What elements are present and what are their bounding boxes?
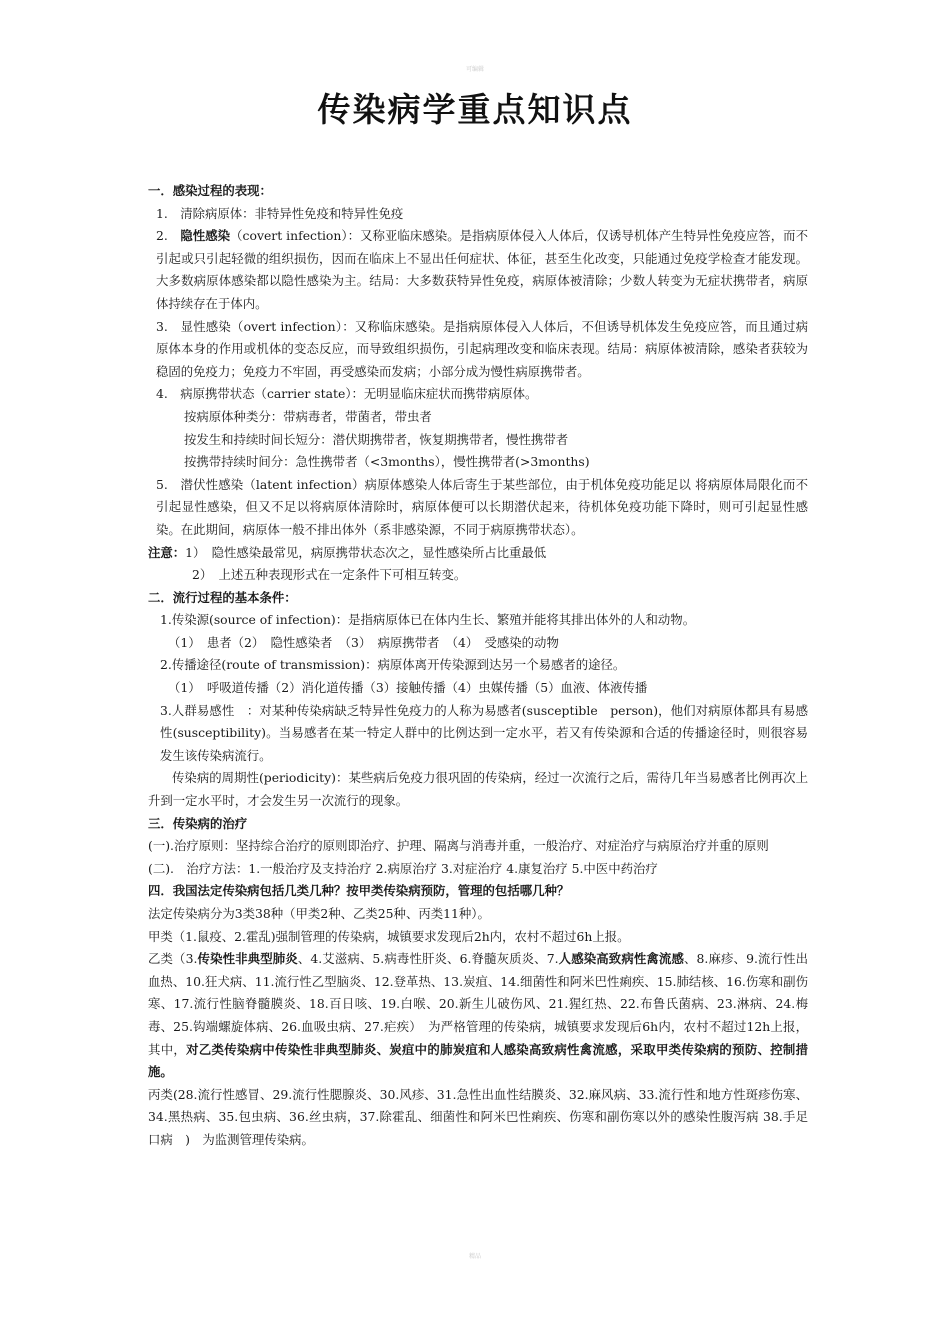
page-title: 传染病学重点知识点 (317, 90, 633, 129)
s1-item-4: 4. 病原携带状态（carrier state）：无明显临床症状而携带病原体。 (156, 386, 538, 402)
s1-item-2-term: 隐性感染 (180, 228, 231, 244)
footer-watermark: 精品 (468, 1253, 481, 1260)
s2-para-3: 3.人群易感性 ：对某种传染病缺乏特异性免疫力的人称为易感者(susceptible person)，他们对病原体都具有易感性(susceptibility)。当易感者在某一特定人群中的比例达到一定水平，若又有传染源和合适的传播途径时，则很容易发生该传染病流行。 (160, 702, 808, 763)
s2-para-2: 2.传播途径(route of transmission)：病原体离开传染源到达另一个易感者的途径。 (160, 657, 626, 673)
section-3-heading: 三．传染病的治疗 (148, 815, 248, 831)
s4-para-2: 甲类（1.鼠疫、2.霍乱)强制管理的传染病，城镇要求发现后2h内，农村不超过6h上报。 (148, 928, 630, 944)
s4-p3-b: 传染性非典型肺炎 (197, 951, 298, 967)
s4-para-4: 丙类(28.流行性感冒、29.流行性腮腺炎、30.风疹、31.急性出血性结膜炎、32.麻风病、33.流行性和地方性斑疹伤寒、34.黑热病、35.包虫病、36.丝虫病，37.除霍乱、细菌性和阿米巴性痢疾、伤寒和副伤寒以外的感染性腹泻病 38.手足口病 ) 为监测管理传染病。 (148, 1086, 808, 1147)
s4-p3-a: 乙类（3. (148, 951, 198, 967)
s2-para-4: 传染病的周期性(periodicity)：某些病后免疫力很巩固的传染病，经过一次流行之后，需待几年当易感者比例再次上升到一定水平时，才会发生另一次流行的现象。 (148, 770, 808, 809)
s4-p3-f: 对乙类传染病中传染性非典型肺炎、炭疽中的肺炭疽和人感染高致病性禽流感，采取甲类传染病的预防、控制措施。 (148, 1041, 809, 1080)
s1-item-4-a: 按病原体种类分：带病毒者，带菌者，带虫者 (184, 408, 432, 424)
s1-item-2-num: 2. (156, 228, 181, 244)
s4-p3-e: 、8.麻疹、9.流行性出血热、10.狂犬病、11.流行性乙型脑炎、12.登革热、13.炭疽、14.细菌性和阿米巴性痢疾、15.肺结核、16.伤寒和副伤寒、17.流行性脑脊髓膜炎、18.百日咳、19.白喉、20.新生儿破伤风、21.猩红热、22.布鲁氏菌病、23.淋病、24.梅毒、25.钩端螺旋体病、26.血吸虫病、27.疟疾） 为严格管理的传染病，城镇要求发现后6h内，农村不超过12h上报，其中， (148, 951, 809, 1057)
s1-note-1 (148, 542, 808, 565)
document-body (148, 180, 808, 1152)
s1-item-3: 3. 显性感染（overt infection）：又称临床感染。是指病原体侵入人体后，不但诱导机体发生免疫应答，而且通过病原体本身的作用或机体的变态反应，而导致组织损伤，引起病理改变和临床表现。结局：病原体被清除，感染者获较为稳固的免疫力；免疫力不牢固，再受感染而发病；小部分成为慢性病原携带者。 (156, 318, 808, 379)
s2-para-1: 1.传染源(source of infection)：是指病原体已在体内生长、繁殖并能将其排出体外的人和动物。 (160, 612, 696, 628)
s1-note-2: 2） 上述五种表现形式在一定条件下可相互转变。 (192, 567, 467, 583)
s4-para-1: 法定传染病分为3类38种（甲类2种、乙类25种、丙类11种）。 (148, 906, 490, 921)
s4-p3-c: 、4.艾滋病、5.病毒性肝炎、6.脊髓灰质炎、7. (297, 951, 559, 967)
s1-item-4-c: 按携带持续时间分：急性携带者（<3months），慢性携带者(>3months) (184, 454, 590, 470)
s4-para-3 (148, 948, 808, 1084)
s1-item-4-b: 按发生和持续时间长短分：潜伏期携带者，恢复期携带者，慢性携带者 (184, 431, 569, 447)
section-4-heading: 四．我国法定传染病包括几类几种？按甲类传染病预防，管理的包括哪几种？ (148, 883, 570, 899)
s4-p3-d: 人感染高致病性禽流感 (558, 951, 684, 967)
header-watermark: 可编辑 (465, 66, 484, 73)
s3-para-2: (二). 治疗方法：1.一般治疗及支持治疗 2.病原治疗 3.对症治疗 4.康复治疗 5.中医中药治疗 (148, 860, 658, 876)
s2-para-1-list: （1） 患者（2） 隐性感染者 （3） 病原携带者 （4） 受感染的动物 (168, 634, 559, 650)
note-1-text: 1） 隐性感染最常见，病原携带状态次之，显性感染所占比重最低 (185, 544, 547, 560)
s1-item-2-text: （covert infection）：又称亚临床感染。是指病原体侵入人体后，仅诱导机体产生特异性免疫应答，而不引起或只引起轻微的组织损伤，因而在临床上不显出任何症状、体征，甚至生化改变，只能通过免疫学检查才能发现。大多数病原体感染都以隐性感染为主。结局：大多数获特异性免疫，病原体被清除；少数人转变为无症状携带者，病原体持续存在于体内。 (156, 228, 809, 311)
section-2-heading: 二．流行过程的基本条件： (148, 589, 297, 605)
section-1-heading: 一．感染过程的表现： (148, 183, 272, 198)
s1-item-1: 1. 清除病原体：非特异性免疫和特异性免疫 (156, 205, 404, 221)
s2-para-2-list: （1） 呼吸道传播（2）消化道传播（3）接触传播（4）虫媒传播（5）血液、体液传播 (168, 680, 648, 696)
s3-para-1: (一).治疗原则：坚持综合治疗的原则即治疗、护理、隔离与消毒并重，一般治疗、对症治疗与病原治疗并重的原则 (148, 838, 769, 854)
s1-item-5: 5. 潜伏性感染（latent infection）病原体感染人体后寄生于某些部位，由于机体免疫功能足以 将病原体局限化而不引起显性感染，但又不足以将病原体清除时，病原体便可以长期潜伏起来，待机体免疫功能下降时，则可引起显性感染。在此期间，病原体一般不排出体外（系非感染源，不同于病原携带状态）。 (156, 476, 808, 537)
s1-item-2 (148, 225, 808, 315)
note-label: 注意： (148, 544, 186, 560)
